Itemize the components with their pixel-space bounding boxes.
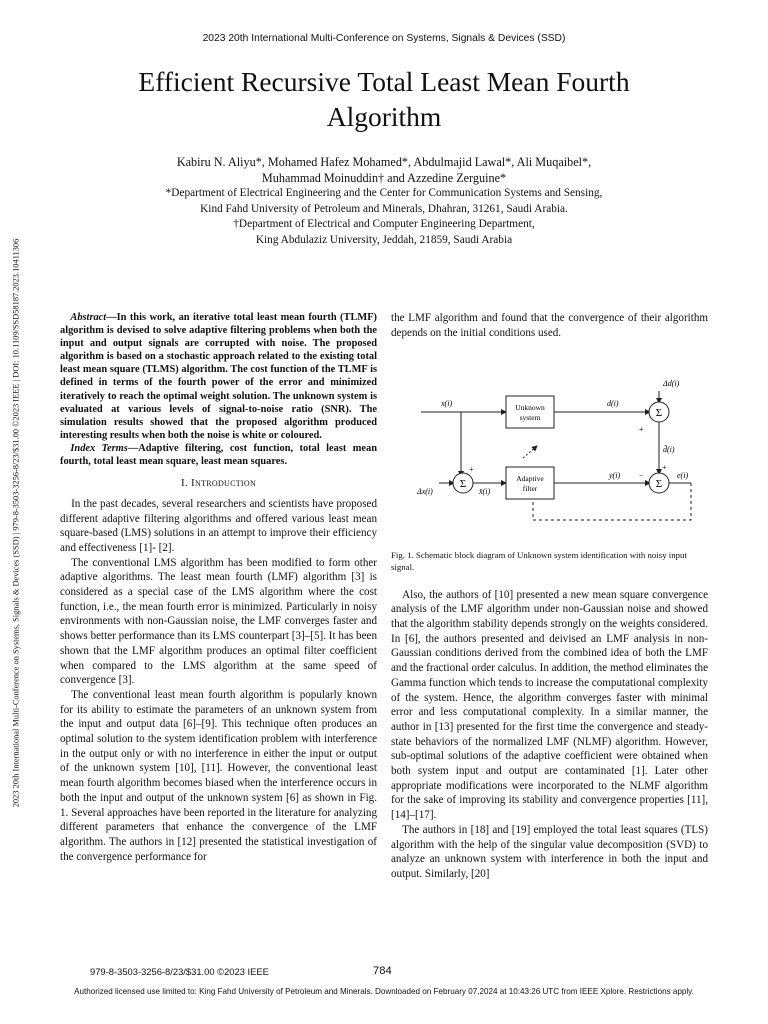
adapt-arrow: [523, 446, 537, 458]
adaptive-filter-block: [506, 467, 554, 499]
label-delta-d: Δd(i): [663, 379, 680, 389]
block-diagram-figure: [391, 366, 708, 536]
footer-isbn: 979-8-3503-3256-8/23/$31.00 ©2023 IEEE: [90, 966, 269, 977]
section-title: Introduction: [191, 477, 257, 490]
paragraph: The conventional least mean fourth algorithm is popularly known for its ability to estimate the parameters of an unknown system from the input and output data [6]–[9]. This technique often produces an optimal solution to the system identification problem with interference in the output only or with no interference in either the input or output of the unknown system [10], [11]. However, the conventional least mean fourth algorithm becomes biased when the interference occurs in both the input and output of the unknown system [6] as shown in Fig. 1. Several approaches have been reported in the literature for analyzing different parameters that enhance the convergence of the LMF algorithm. The authors in [12] presented the statistical investigation of the convergence performance for: [60, 688, 377, 863]
adaptive-label-1: Adaptive: [516, 474, 544, 484]
label-y: y(i): [609, 471, 621, 481]
label-d: d(i): [607, 399, 619, 409]
license-notice: Authorized licensed use limited to: King Fahd University of Petroleum and Minerals. Downloaded on February 07,2024 at 10:43:26 UTC from IEEE Xplore. Restrictions apply.: [74, 987, 694, 996]
paragraph: The authors in [18] and [19] employed the total least squares (TLS) algorithm with the help of the singular value decomposition (SVD) to analyze an unknown system with interference in both the input and output. Similarly, [20]: [391, 823, 708, 880]
unknown-system-block: [506, 396, 554, 428]
unknown-label-1: Unknown: [515, 403, 545, 413]
left-column: [60, 311, 377, 864]
section-number: I.: [180, 477, 188, 490]
section-heading: [60, 476, 377, 491]
right-column: [391, 311, 708, 882]
title-line-2: Algorithm: [326, 101, 442, 132]
sum1-symbol: Σ: [459, 478, 467, 491]
conference-header: 2023 20th International Multi-Conference on Systems, Signals & Devices (SSD): [202, 33, 566, 44]
sign-minus: −: [639, 471, 644, 481]
abstract-text: —In this work, an iterative total least mean fourth (TLMF) algorithm is devised to solve adaptive filtering problems when both the input and output signals are corrupted with noise. The proposed algorithm is based on a stochastic approach related to the existing total least mean square (TLMS) algorithm. The cost function of the TLMF is defined in terms of the fourth power of the error and minimized iteratively to reach the optimal weight solution. The unknown system is evaluated at various levels of signal-to-noise ratio (SNR). The simulation results showed that the proposed algorithm produced interesting results when both the noise is white or coloured.: [60, 312, 377, 441]
adaptive-label-2: filter: [522, 484, 538, 494]
sign-plus-2: +: [639, 425, 644, 435]
label-x-bar: x̄(i): [479, 487, 491, 497]
sign-plus-1: +: [469, 465, 474, 475]
author-line-2: Muhammad Moinuddin† and Azzedine Zerguine*: [261, 170, 507, 185]
label-delta-x: Δx(i): [417, 487, 433, 497]
affiliation-1: *Department of Electrical Engineering and the Center for Communication Systems and Sensing,: [165, 187, 603, 200]
paragraph: the LMF algorithm and found that the convergence of their algorithm depends on the initial conditions used.: [391, 312, 708, 339]
sign-plus-3: +: [662, 463, 667, 473]
paper-title: [40, 64, 728, 134]
page-number: 784: [373, 965, 392, 977]
figure-caption: Fig. 1. Schematic block diagram of Unknown system identification with noisy input signal.: [391, 550, 687, 572]
unknown-label-2: system: [519, 413, 541, 423]
author-block: [60, 155, 708, 249]
block-diagram: [391, 366, 708, 536]
index-terms: [60, 442, 377, 468]
index-terms-text: —Adaptive filtering, cost function, total least mean fourth, total least mean square, least mean squares.: [60, 442, 377, 468]
affiliation-2: Kind Fahd University of Petroleum and Minerals, Dhahran, 31261, Saudi Arabia.: [200, 202, 568, 215]
abstract-label: Abstract: [70, 312, 107, 323]
affiliation-3: †Department of Electrical and Computer Engineering Department,: [233, 218, 535, 231]
label-e: e(i): [677, 471, 689, 481]
index-terms-label: Index Terms: [70, 442, 128, 454]
paragraph: Also, the authors of [10] presented a new mean square convergence analysis of the LMF algorithm under non-Gaussian noise and showed that the algorithm stability depends strongly on the weights considered. In [6], the authors presented and deivised an LMF analysis in non-Gaussian conditions derived from the combined idea of both the LMF and the fractional order calculus. In addition, the method eliminates the Gamma function which tends to increase the computational complexity of the system. Hence, the algorithm converges faster with minimal error and less computational complexity. In a similar manner, the author in [13] presented for the first time the convergence and steady-state behaviors of the normalized LMF (NLMF) algorithm. However, sub-optimal solutions of the adaptive coefficient were obtained when both system input and output are contaminated [1]. Later other appropriate modifications were incorporated to the NLMF algorithm for the sake of improving its stability and convergence properties [11], [14]–[17].: [391, 588, 708, 822]
side-doi-strip: [4, 160, 28, 885]
label-d-bar: d̄(i): [663, 445, 675, 455]
abstract: [60, 311, 377, 442]
label-x: x(i): [441, 399, 453, 409]
paragraph: The conventional LMS algorithm has been modified to form other adaptive algorithms. The least mean fourth (LMF) algorithm [3] is considered as a special case of the LMS algorithm where the cost function, i.e., the mean fourth error is minimized. Particularly in noisy environments with non-Gaussian noise, the LMF converges faster and shows better performance than its LMS counterpart [3]–[5]. It has been shown that the LMF algorithm produces an optimal filter coefficient when compared to the LMS algorithm at the same speed of convergence [3].: [60, 556, 377, 687]
title-line-1: Efficient Recursive Total Least Mean Fourth: [138, 66, 630, 97]
affiliation-4: King Abdulaziz University, Jeddah, 21859, Saudi Arabia: [255, 233, 513, 246]
sum2-symbol: Σ: [655, 407, 663, 420]
sum3-symbol: Σ: [655, 478, 663, 491]
side-doi-text: 2023 20th International Multi-Conference on Systems, Signals & Devices (SSD) | 979-8-3503-3256-8/23/$31.00 ©2023 IEEE | DOI: 10.1109/SSD58187.2023.10411306: [11, 238, 21, 807]
paragraph: In the past decades, several researchers and scientists have proposed different adaptive filtering algorithms and offered various least mean square-based (LMS) solutions in an attempt to improve their efficiency and effectiveness [1]- [2].: [60, 497, 377, 554]
author-line-1: Kabiru N. Aliyu*, Mohamed Hafez Mohamed*, Abdulmajid Lawal*, Ali Muqaibel*,: [176, 155, 592, 169]
